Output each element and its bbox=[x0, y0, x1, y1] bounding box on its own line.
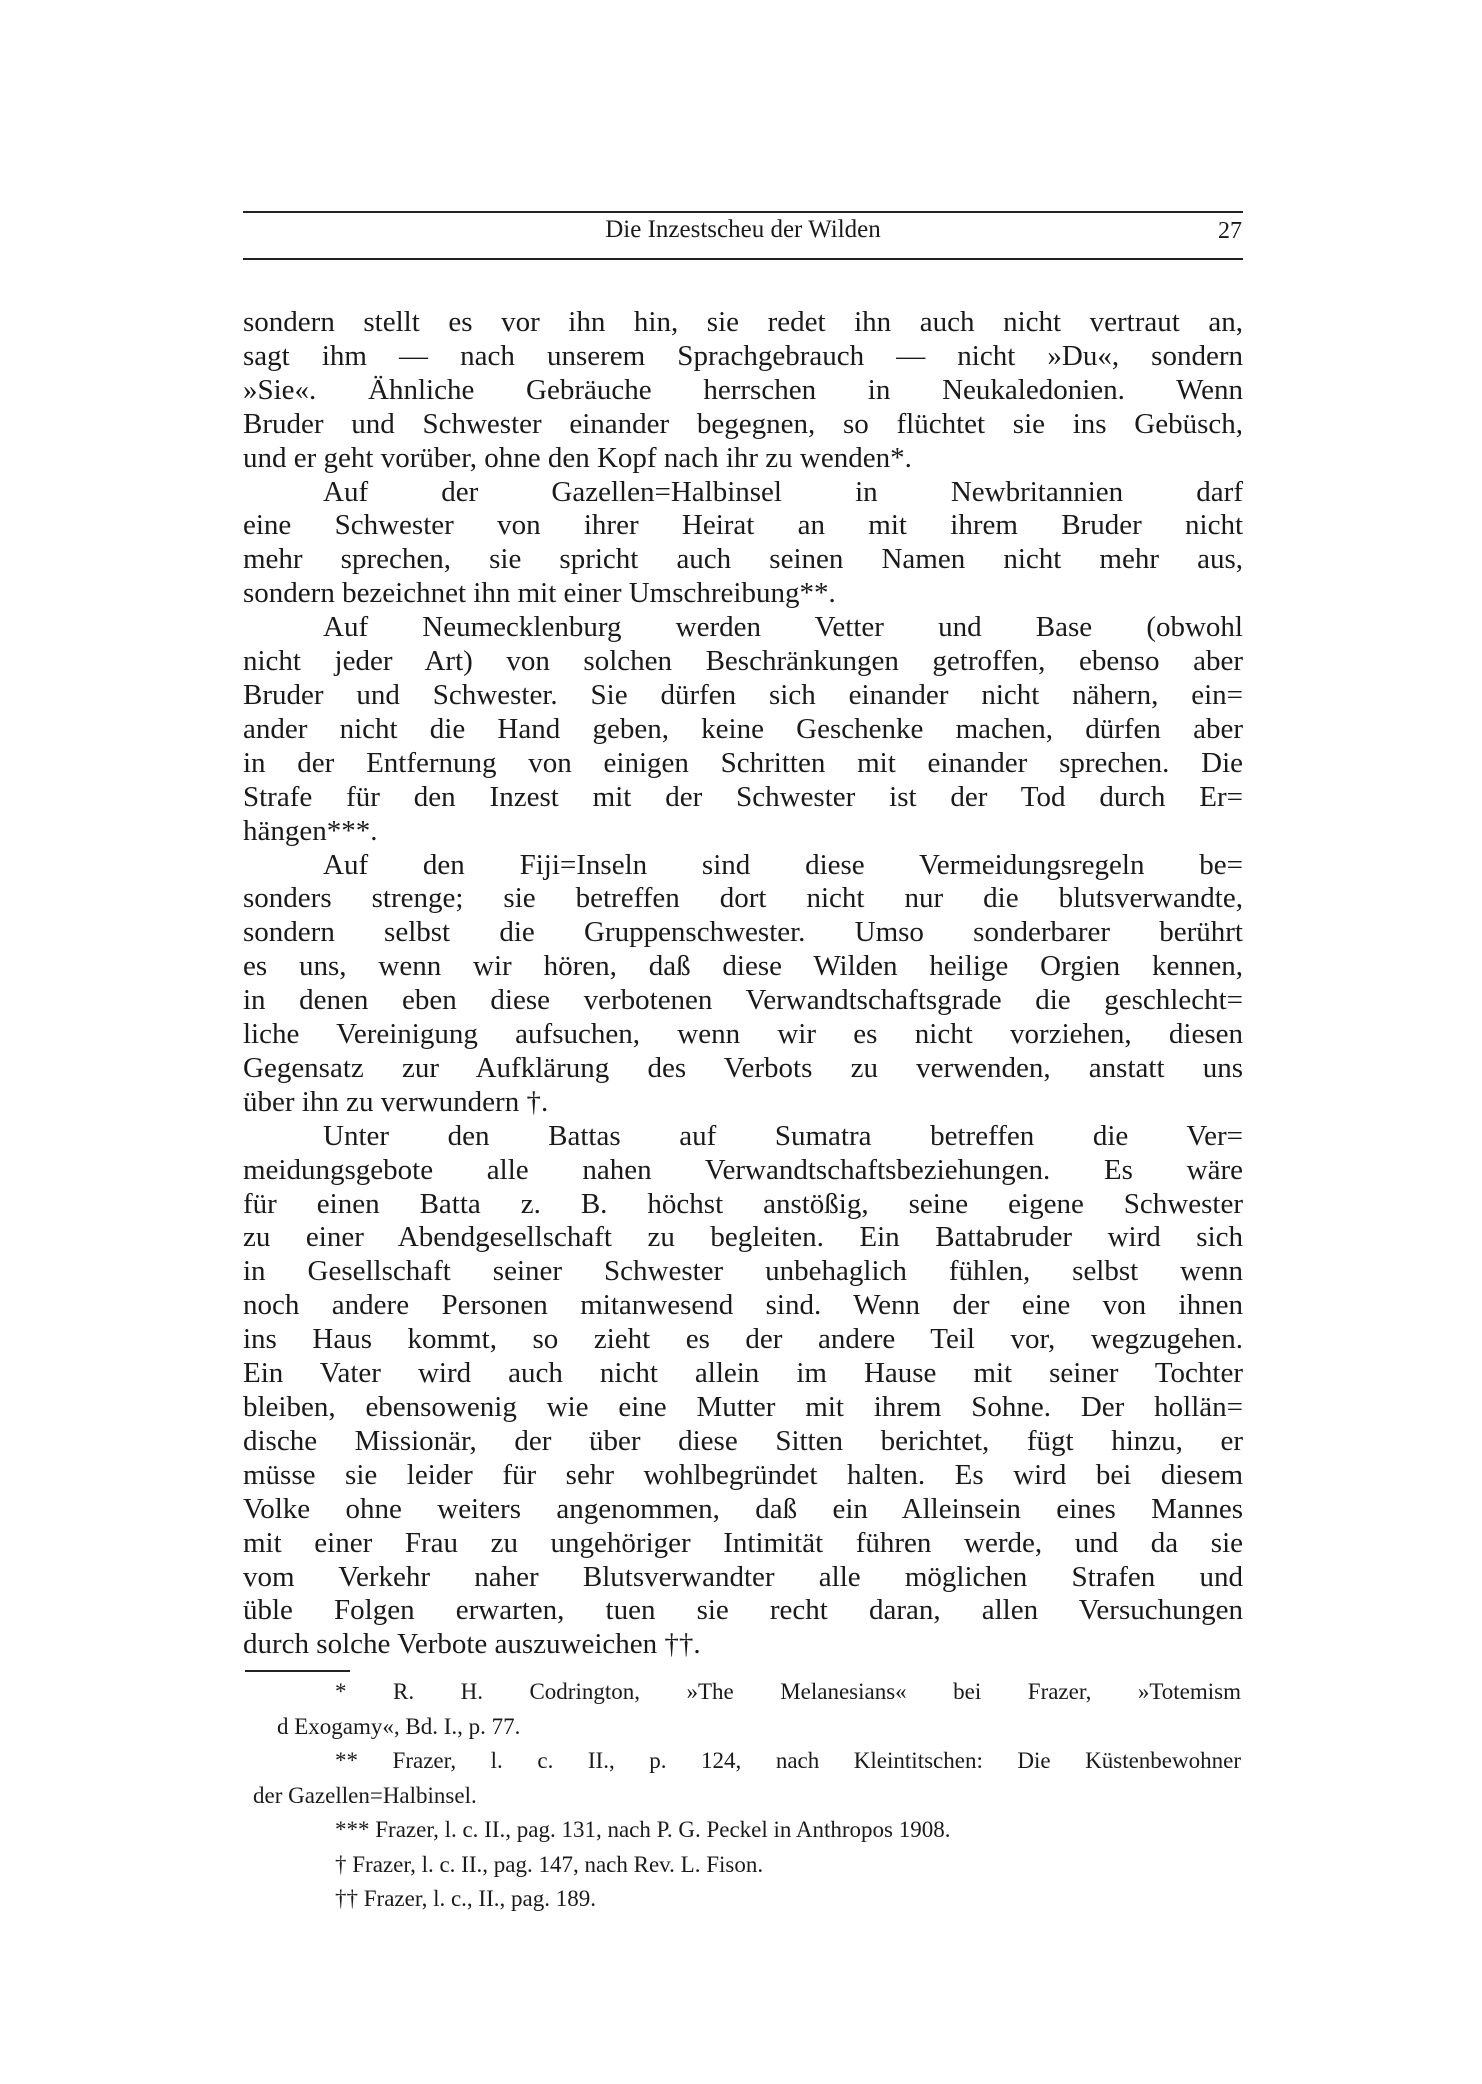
header-bottom-rule bbox=[243, 258, 1243, 260]
text-line: in Gesellschaft seiner Schwester unbehaglich fühlen, selbst wenn bbox=[243, 1255, 1243, 1288]
paragraph bbox=[243, 476, 1243, 612]
text-line: sondern stellt es vor ihn hin, sie redet ihn auch nicht vertraut an, bbox=[243, 306, 1243, 338]
paragraph bbox=[243, 849, 1243, 1120]
footnote bbox=[243, 1813, 1241, 1848]
paragraph bbox=[243, 306, 1243, 476]
text-line: mehr sprechen, sie spricht auch seinen Namen nicht mehr aus, bbox=[243, 543, 1243, 576]
text-line: bleiben, ebensowenig wie eine Mutter mit ihrem Sohne. Der hollän= bbox=[243, 1391, 1243, 1423]
footnote bbox=[243, 1744, 1241, 1813]
footnote-line: † Frazer, l. c. II., pag. 147, nach Rev. L. Fison. bbox=[335, 1851, 764, 1877]
text-line: Bruder und Schwester einander begegnen, so flüchtet sie ins Gebüsch, bbox=[243, 407, 1243, 440]
text-line: es uns, wenn wir hören, daß diese Wilden heilige Orgien kennen, bbox=[243, 950, 1243, 983]
text-line: nicht jeder Art) von solchen Beschränkungen getroffen, ebenso aber bbox=[243, 645, 1243, 678]
text-line: mit einer Frau zu ungehöriger Intimität führen werde, und da sie bbox=[243, 1526, 1243, 1559]
text-line: sondern bezeichnet ihn mit einer Umschreibung**. bbox=[243, 577, 836, 610]
text-line: Unter den Battas auf Sumatra betreffen die Ver= bbox=[323, 1119, 1243, 1152]
text-line: Auf den Fiji=Inseln sind diese Vermeidungsregeln be= bbox=[323, 848, 1243, 881]
text-line: in der Entfernung von einigen Schritten mit einander sprechen. Die bbox=[243, 746, 1243, 779]
text-line: meidungsgebote alle nahen Verwandtschaftsbeziehungen. Es wäre bbox=[243, 1153, 1243, 1186]
text-line: noch andere Personen mitanwesend sind. Wenn der eine von ihnen bbox=[243, 1289, 1243, 1322]
text-line: müsse sie leider für sehr wohlbegründet halten. Es wird bei diesem bbox=[243, 1458, 1243, 1491]
footnote bbox=[243, 1848, 1241, 1883]
text-line: über ihn zu verwundern †. bbox=[243, 1085, 549, 1118]
text-line: vom Verkehr naher Blutsverwandter alle möglichen Strafen und bbox=[243, 1560, 1243, 1593]
footnote bbox=[243, 1675, 1241, 1744]
footnote-line: †† Frazer, l. c., II., pag. 189. bbox=[335, 1886, 596, 1911]
text-line: Gegensatz zur Aufklärung des Verbots zu verwenden, anstatt uns bbox=[243, 1051, 1243, 1084]
text-line: in denen eben diese verbotenen Verwandtschaftsgrade die geschlecht= bbox=[243, 984, 1243, 1017]
text-line: Bruder und Schwester. Sie dürfen sich einander nicht nähern, ein= bbox=[243, 678, 1243, 711]
text-line: und er geht vorüber, ohne den Kopf nach ihr zu wenden*. bbox=[243, 441, 912, 474]
footnote-line: d Exogamy«, Bd. I., p. 77. bbox=[277, 1713, 521, 1739]
text-line: Ein Vater wird auch nicht allein im Hause mit seiner Tochter bbox=[243, 1357, 1243, 1390]
footnote-line: * R. H. Codrington, »The Melanesians« bei Frazer, »Totemism bbox=[335, 1679, 1241, 1704]
text-line: für einen Batta z. B. höchst anstößig, seine eigene Schwester bbox=[243, 1187, 1243, 1220]
text-line: liche Vereinigung aufsuchen, wenn wir es nicht vorziehen, diesen bbox=[243, 1018, 1243, 1051]
footnote-line: der Gazellen=Halbinsel. bbox=[253, 1782, 477, 1808]
text-line: dische Missionär, der über diese Sitten berichtet, fügt hinzu, er bbox=[243, 1424, 1243, 1457]
footnotes bbox=[243, 1675, 1241, 1917]
text-line: Auf Neumecklenburg werden Vetter und Base (obwohl bbox=[323, 611, 1243, 644]
paragraph bbox=[243, 611, 1243, 848]
text-line: sagt ihm — nach unserem Sprachgebrauch — nicht »Du«, sondern bbox=[243, 339, 1243, 372]
text-line: sonders strenge; sie betreffen dort nicht nur die blutsverwandte, bbox=[243, 882, 1243, 915]
text-line: »Sie«. Ähnliche Gebräuche herrschen in Neukaledonien. Wenn bbox=[243, 373, 1243, 406]
text-line: ander nicht die Hand geben, keine Geschenke machen, dürfen aber bbox=[243, 712, 1243, 745]
text-line: zu einer Abendgesellschaft zu begleiten. Ein Battabruder wird sich bbox=[243, 1221, 1243, 1254]
text-line: hängen***. bbox=[243, 814, 378, 847]
text-line: Auf der Gazellen=Halbinsel in Newbritannien darf bbox=[323, 475, 1243, 508]
page-number: 27 bbox=[1218, 218, 1242, 244]
header-top-rule bbox=[243, 211, 1243, 213]
footnote-line: ** Frazer, l. c. II., p. 124, nach Kleintitschen: Die Küstenbewohner bbox=[335, 1748, 1241, 1773]
footnote-line: *** Frazer, l. c. II., pag. 131, nach P. G. Peckel in Anthropos 1908. bbox=[335, 1817, 951, 1842]
text-line: ins Haus kommt, so zieht es der andere Teil vor, wegzugehen. bbox=[243, 1323, 1243, 1356]
footnote-separator bbox=[245, 1670, 350, 1672]
text-line: üble Folgen erwarten, tuen sie recht daran, allen Versuchungen bbox=[243, 1594, 1243, 1627]
text-line: durch solche Verbote auszuweichen ††. bbox=[243, 1628, 701, 1661]
paragraph bbox=[243, 1120, 1243, 1663]
body-text bbox=[243, 306, 1243, 1662]
text-line: Strafe für den Inzest mit der Schwester ist der Tod durch Er= bbox=[243, 780, 1243, 813]
text-line: Volke ohne weiters angenommen, daß ein Alleinsein eines Mannes bbox=[243, 1492, 1243, 1525]
footnote bbox=[243, 1882, 1241, 1917]
text-line: eine Schwester von ihrer Heirat an mit ihrem Bruder nicht bbox=[243, 509, 1243, 542]
text-line: sondern selbst die Gruppenschwester. Umso sonderbarer berührt bbox=[243, 916, 1243, 949]
running-header-title: Die Inzestscheu der Wilden bbox=[605, 216, 881, 243]
